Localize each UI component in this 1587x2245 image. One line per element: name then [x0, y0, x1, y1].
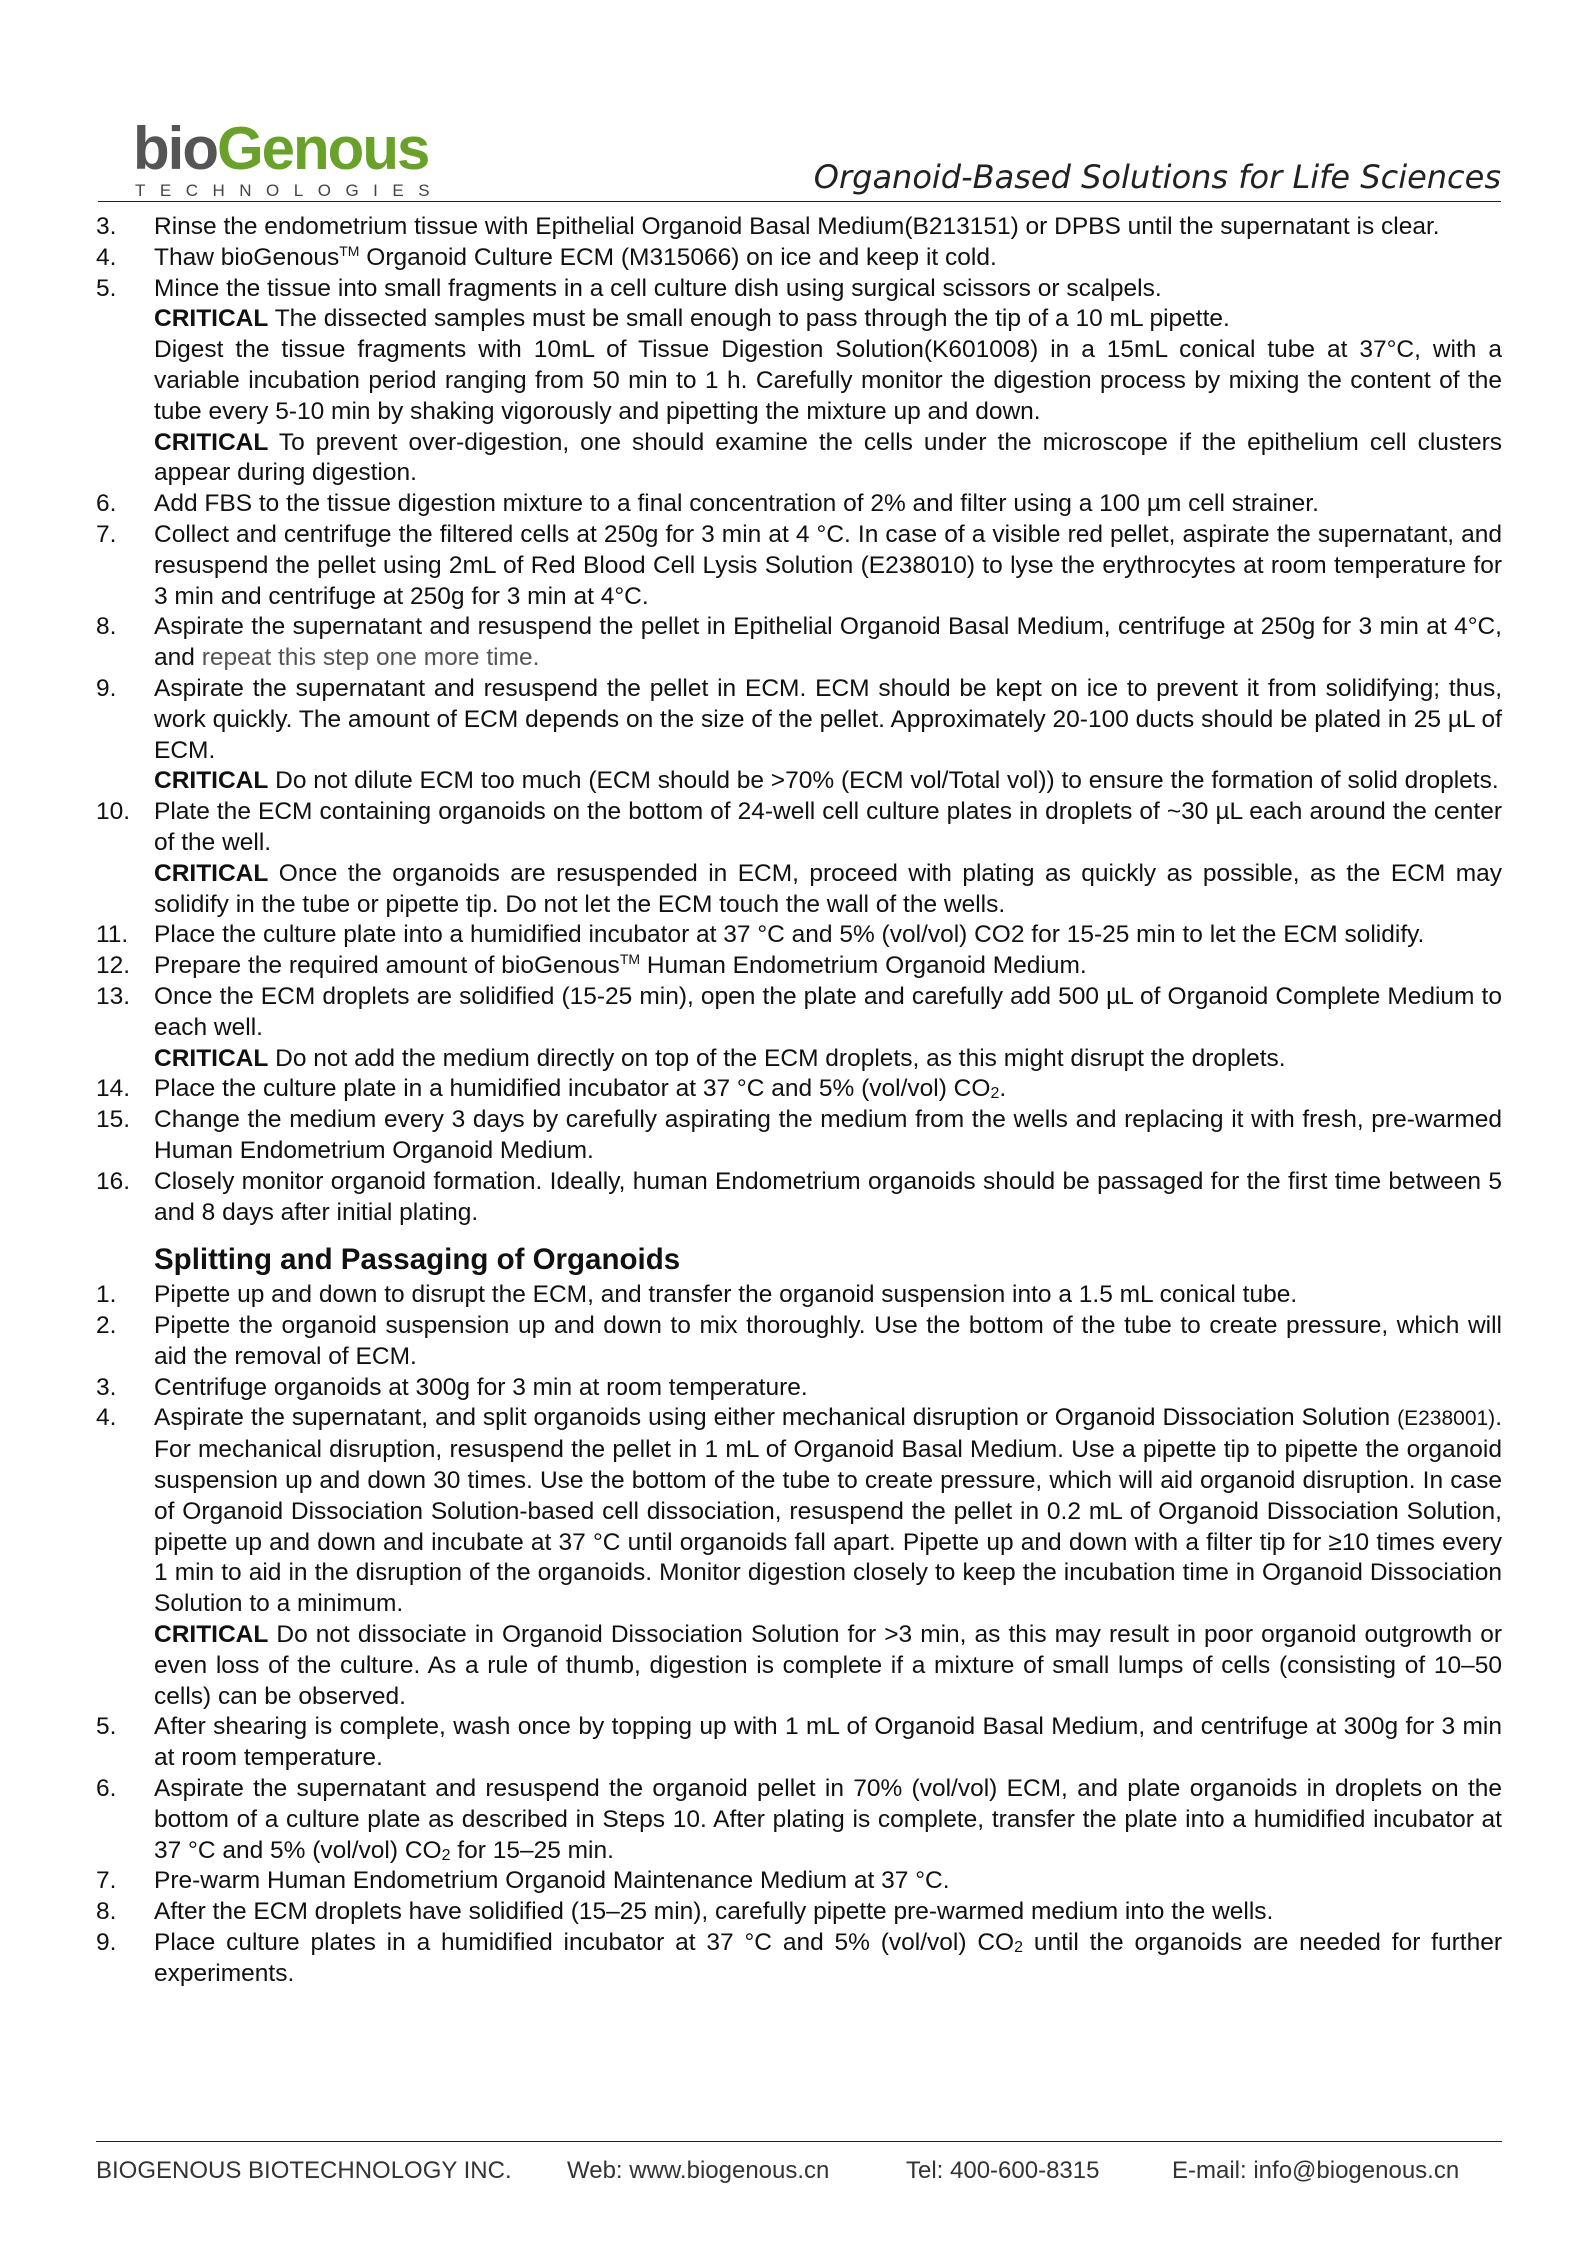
list-item: 9. Aspirate the supernatant and resuspend the pellet in ECM. ECM should be kept on ice to prevent it from solidifying; thus, work quickly. The amount of ECM depends on the size of the pellet. Approximately 20-100 ducts should be plated in 25 µL of ECM. CRITICAL Do not dilute ECM too much (ECM should be >70% (ECM vol/Total vol)) to ensure the formation of solid droplets.	[96, 674, 1502, 797]
list-item: 5. Mince the tissue into small fragments in a cell culture dish using surgical scissors or scalpels. CRITICAL The dissected samples must be small enough to pass through the tip of a 10 mL pipette. Digest the tissue fragments with 10mL of Tissue Digestion Solution(K601008) in a 15mL conical tube at 37°C, with a variable incubation period ranging from 50 min to 1 h. Carefully monitor the digestion process by mixing the content of the tube every 5-10 min by shaking vigorously and pipetting the mixture up and down. CRITICAL To prevent over-digestion, one should examine the cells under the microscope if the epithelium cell clusters appear during digestion.	[96, 274, 1502, 490]
critical-note: CRITICAL To prevent over-digestion, one should examine the cells under the microscope if the epithelium cell clusters appear during digestion.	[154, 428, 1502, 487]
list-item: 10. Plate the ECM containing organoids on the bottom of 24-well cell culture plates in droplets of ~30 µL each around the center of the well. CRITICAL Once the organoids are resuspended in ECM, proceed with plating as quickly as possible, as the ECM may solidify in the tube or pipette tip. Do not let the ECM touch the wall of the wells.	[96, 797, 1502, 920]
critical-note: CRITICAL Do not add the medium directly on top of the ECM droplets, as this might disrupt the droplets.	[154, 1044, 1286, 1072]
footer-divider	[96, 2141, 1502, 2142]
list-item: 9. Place culture plates in a humidified incubator at 37 °C and 5% (vol/vol) $CO_2$ until the organoids are needed for further experiments.	[96, 1929, 1502, 1987]
header-divider	[98, 201, 1501, 202]
section-heading: Splitting and Passaging of Organoids	[154, 1243, 681, 1277]
document-body	[96, 212, 1502, 1990]
logo-subtitle: TECHNOLOGIES	[135, 181, 445, 200]
list-item: 2. Pipette the organoid suspension up and down to mix thoroughly. Use the bottom of the tube to create pressure, which will aid the removal of ECM.	[96, 1312, 1502, 1370]
list-item: 8. Aspirate the supernatant and resuspend the pellet in Epithelial Organoid Basal Medium, centrifuge at 250g for 3 min at 4°C, and repeat this step one more time.	[96, 613, 1502, 672]
critical-note: CRITICAL The dissected samples must be small enough to pass through the tip of a 10 mL pipette.	[154, 305, 1230, 333]
list-item: 5. After shearing is complete, wash once by topping up with 1 mL of Organoid Basal Medium, and centrifuge at 300g for 3 min at room temperature.	[96, 1713, 1502, 1772]
list-item: 7. Collect and centrifuge the filtered cells at 250g for 3 min at 4 °C. In case of a visible red pellet, aspirate the supernatant, and resuspend the pellet using 2mL of Red Blood Cell Lysis Solution (E238010) to lyse the erythrocytes at room temperature for 3 min and centrifuge at 250g for 3 min at 4°C.	[96, 520, 1502, 610]
footer-company: BIOGENOUS BIOTECHNOLOGY INC.	[96, 2157, 512, 2184]
list-item: 11. Place the culture plate into a humidified incubator at 37 °C and 5% (vol/vol) CO2 for 15-25 min to let the ECM solidify.	[96, 921, 1425, 949]
list-item: 8. After the ECM droplets have solidified (15–25 min), carefully pipette pre-warmed medium into the wells.	[96, 1898, 1274, 1926]
list-item: 6. Add FBS to the tissue digestion mixture to a final concentration of 2% and filter using a 100 µm cell strainer.	[96, 490, 1319, 518]
list-item: 6. Aspirate the supernatant and resuspend the organoid pellet in 70% (vol/vol) ECM, and plate organoids in droplets on the bottom of a culture plate as described in Steps 10. After plating is complete, transfer the plate into a humidified incubator at 37 °C and 5% (vol/vol) $CO_2$ for 15–25 min.	[96, 1775, 1502, 1864]
list-item: 4. Thaw bioGenous™ Organoid Culture ECM (M315066) on ice and keep it cold.	[96, 242, 997, 271]
footer-email-link[interactable]: E-mail: info@biogenous.cn	[1172, 2157, 1460, 2184]
list-item: 3. Centrifuge organoids at 300g for 3 min at room temperature.	[96, 1373, 808, 1401]
list-item: 7. Pre-warm Human Endometrium Organoid Maintenance Medium at 37 °C.	[96, 1867, 950, 1895]
critical-note: CRITICAL Do not dilute ECM too much (ECM should be >70% (ECM vol/Total vol)) to ensure the formation of solid droplets.	[154, 767, 1499, 795]
company-logo	[133, 115, 445, 200]
footer-phone: Tel: 400-600-8315	[906, 2157, 1100, 2184]
list-item: 13. Once the ECM droplets are solidified (15-25 min), open the plate and carefully add 500 µL of Organoid Complete Medium to each well. CRITICAL Do not add the medium directly on top of the ECM droplets, as this might disrupt the droplets.	[96, 982, 1502, 1074]
list-item: 15. Change the medium every 3 days by carefully aspirating the medium from the wells and replacing it with fresh, pre-warmed Human Endometrium Organoid Medium.	[96, 1106, 1502, 1164]
list-item: 14. Place the culture plate in a humidified incubator at 37 °C and 5% (vol/vol) $CO_2$.	[96, 1075, 1007, 1103]
list-item: 1. Pipette up and down to disrupt the ECM, and transfer the organoid suspension into a 1.5 mL conical tube.	[96, 1281, 1298, 1309]
logo-wordmark: bioGenous	[133, 115, 429, 182]
list-item: 4. Aspirate the supernatant, and split organoids using either mechanical disruption or Organoid Dissociation Solution (E238001). For mechanical disruption, resuspend the pellet in 1 mL of Organoid Basal Medium. Use a pipette tip to pipette the organoid suspension up and down 30 times. Use the bottom of the tube to create pressure, which will aid organoid disruption. In case of Organoid Dissociation Solution-based cell dissociation, resuspend the pellet in 0.2 mL of Organoid Dissociation Solution, pipette up and down and incubate at 37 °C until organoids fall apart. Pipette up and down with a filter tip for ≥10 times every 1 min to aid in the disruption of the organoids. Monitor digestion closely to keep the incubation time in Organoid Dissociation Solution to a minimum. CRITICAL Do not dissociate in Organoid Dissociation Solution for >3 min, as this may result in poor organoid outgrowth or even loss of the culture. As a rule of thumb, digestion is complete if a mixture of small lumps of cells (consisting of 10–50 cells) can be observed.	[96, 1403, 1502, 1712]
list-item: 16. Closely monitor organoid formation. Ideally, human Endometrium organoids should be passaged for the first time between 5 and 8 days after initial plating.	[96, 1167, 1502, 1226]
footer-web-link[interactable]: Web: www.biogenous.cn	[567, 2157, 830, 2184]
header-tagline: Organoid-Based Solutions for Life Sciences	[813, 158, 1501, 196]
critical-note: CRITICAL Once the organoids are resuspended in ECM, proceed with plating as quickly as possible, as the ECM may solidify in the tube or pipette tip. Do not let the ECM touch the wall of the wells.	[154, 859, 1502, 918]
list-item: 12. Prepare the required amount of bioGenous™ Human Endometrium Organoid Medium.	[96, 950, 1087, 980]
list-item: 3. Rinse the endometrium tissue with Epithelial Organoid Basal Medium(B213151) or DPBS until the supernatant is clear.	[96, 213, 1440, 240]
critical-note: CRITICAL Do not dissociate in Organoid Dissociation Solution for >3 min, as this may result in poor organoid outgrowth or even loss of the culture. As a rule of thumb, digestion is complete if a mixture of small lumps of cells (consisting of 10–50 cells) can be observed.	[154, 1621, 1502, 1710]
